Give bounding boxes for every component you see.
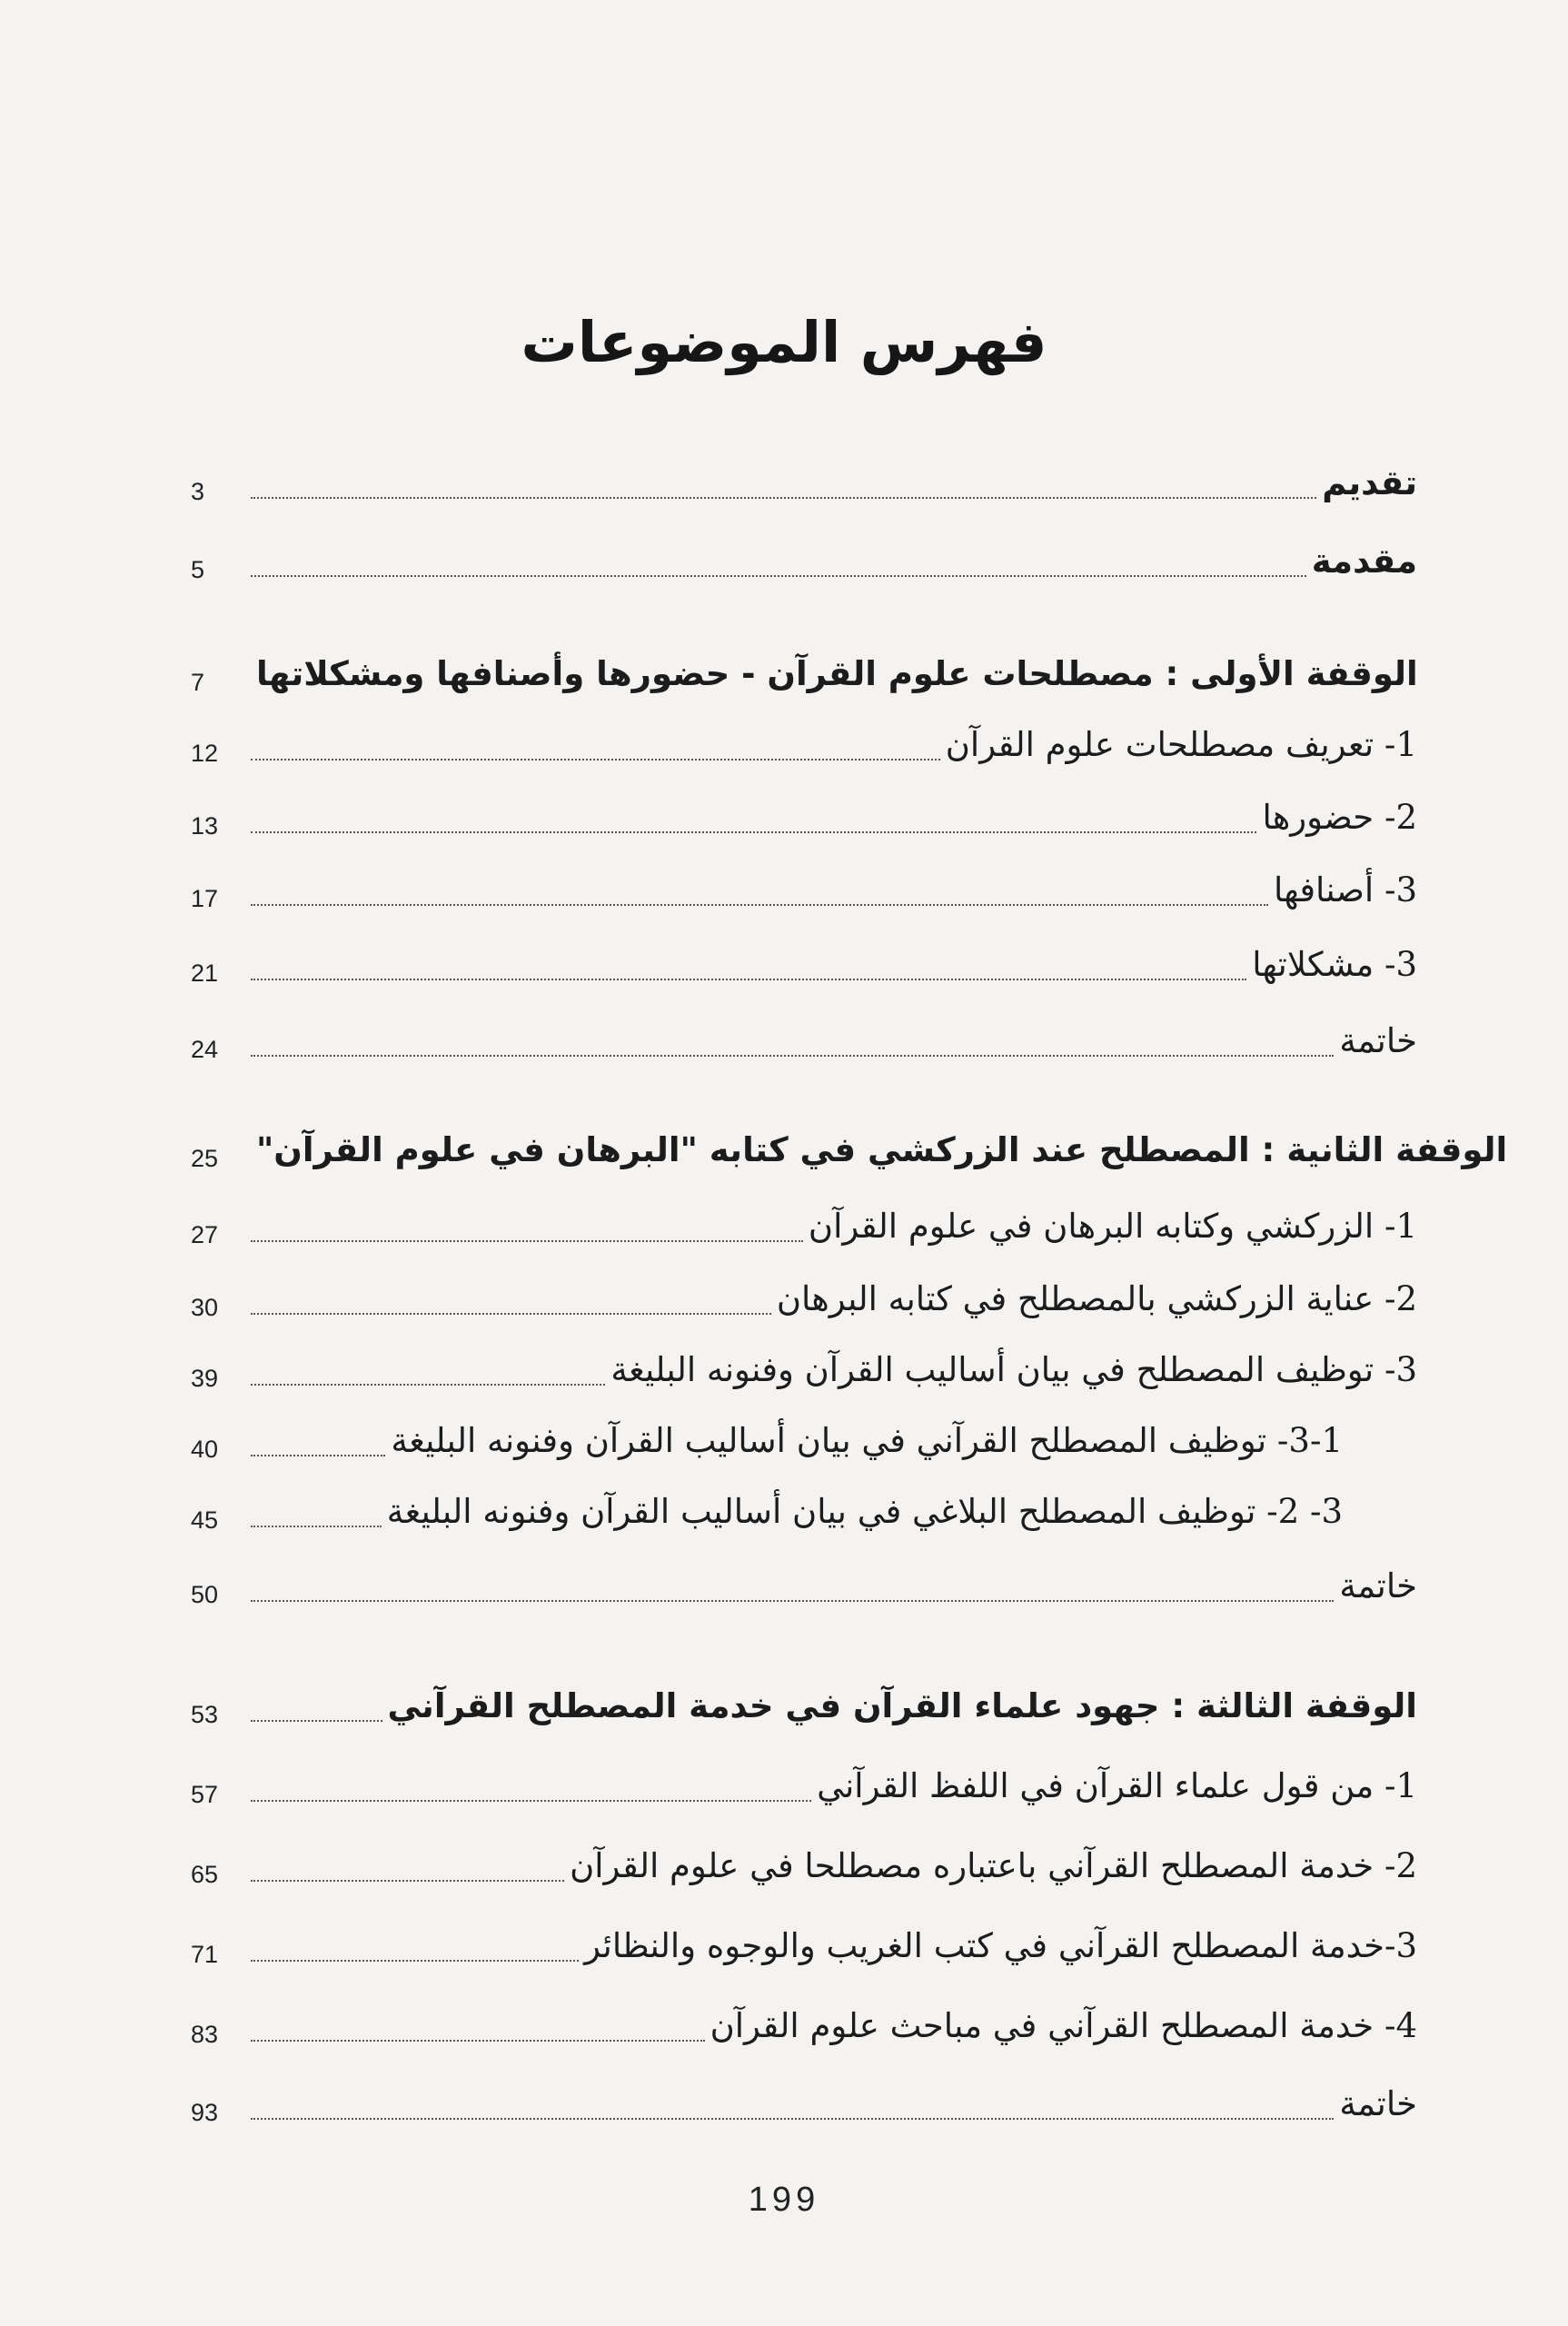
entry-title: خاتمة: [1339, 2084, 1417, 2123]
page-number: 25: [191, 1145, 219, 1172]
entry-title: 3- مشكلاتها: [1252, 945, 1417, 984]
entry-title: 3-خدمة المصطلح القرآني في كتب الغريب والوجوه والنظائر: [584, 1926, 1417, 1965]
dot-leader: [251, 1240, 803, 1242]
dot-leader: [251, 1720, 382, 1722]
page-number: 27: [191, 1221, 219, 1248]
page-number: 83: [191, 2021, 219, 2048]
page-number: 3: [191, 478, 205, 505]
toc-entry: [191, 709, 1417, 767]
dot-leader: [251, 575, 1306, 577]
toc-entry: [191, 1830, 1417, 1888]
page-number: 12: [191, 740, 219, 767]
toc-entry: [191, 854, 1417, 912]
dot-leader: [251, 979, 1246, 980]
dot-leader: [251, 1055, 1334, 1057]
page-number: 40: [191, 1436, 219, 1463]
dot-leader: [251, 1880, 564, 1882]
toc-entry: [191, 1405, 1417, 1463]
toc-entry: [191, 447, 1417, 505]
dot-leader: [251, 1313, 771, 1315]
page-number: 57: [191, 1781, 219, 1808]
page-number: 93: [191, 2099, 219, 2126]
entry-title: الوقفة الأولى : مصطلحات علوم القرآن - حضورها وأصنافها ومشكلاتها: [256, 654, 1418, 693]
dot-leader: [251, 2040, 705, 2042]
entry-title: خاتمة: [1339, 1021, 1417, 1060]
page-number: 39: [191, 1365, 219, 1392]
page-number: 7: [191, 669, 205, 696]
toc-entry: [191, 1190, 1417, 1248]
entry-title: خاتمة: [1339, 1566, 1417, 1605]
page-number: 50: [191, 1581, 219, 1608]
entry-title: 3- توظيف المصطلح في بيان أساليب القرآن وفنونه البليغة: [610, 1350, 1417, 1389]
toc-entry: [191, 1005, 1417, 1063]
toc-entry: [191, 1114, 1508, 1172]
page-title: فهرس الموضوعات: [521, 309, 1047, 375]
dot-leader: [251, 1960, 579, 1962]
entry-title: 3- أصنافها: [1274, 870, 1417, 910]
dot-leader: [251, 1526, 382, 1527]
page-number: 30: [191, 1294, 219, 1321]
page-number: 13: [191, 812, 219, 840]
entry-title: تقديم: [1322, 463, 1417, 502]
page-number: 21: [191, 959, 219, 987]
entry-title: 2- عناية الزركشي بالمصطلح في كتابه البرهان: [776, 1279, 1417, 1318]
dot-leader: [251, 1800, 811, 1802]
toc-entry: [191, 781, 1417, 840]
dot-leader: [251, 497, 1316, 499]
entry-title: 1- من قول علماء القرآن في اللفظ القرآني: [817, 1766, 1417, 1805]
toc-entry: [191, 1990, 1417, 2048]
entry-title: الوقفة الثالثة : جهود علماء القرآن في خدمة المصطلح القرآني: [387, 1686, 1417, 1725]
dot-leader: [251, 831, 1256, 833]
entry-title: الوقفة الثانية : المصطلح عند الزركشي في كتابه "البرهان في علوم القرآن": [256, 1130, 1508, 1169]
toc-entry: [191, 1670, 1417, 1728]
page-number: 17: [191, 885, 219, 912]
toc-entry: [191, 1550, 1417, 1608]
toc-entry: [191, 929, 1417, 987]
entry-title: 2- حضورها: [1262, 798, 1417, 837]
toc-entry: [191, 638, 1417, 696]
entry-title: مقدمة: [1311, 542, 1417, 581]
entry-title: 1- تعريف مصطلحات علوم القرآن: [945, 725, 1417, 764]
toc-entry: [191, 1476, 1417, 1534]
toc-entry: [191, 2068, 1417, 2126]
entry-title: 3- 2- توظيف المصطلح البلاغي في بيان أساليب القرآن وفنونه البليغة: [386, 1492, 1343, 1531]
dot-leader: [251, 1455, 385, 1456]
page-number: 71: [191, 1941, 219, 1968]
toc-entry: [191, 1910, 1417, 1968]
toc-entry: [191, 1263, 1417, 1321]
page-folio: 199: [748, 2181, 820, 2219]
toc-entry: [191, 525, 1417, 583]
page-number: 65: [191, 1861, 219, 1888]
page-number: 45: [191, 1506, 219, 1534]
entry-title: 2- خدمة المصطلح القرآني باعتباره مصطلحا في علوم القرآن: [570, 1846, 1417, 1885]
dot-leader: [251, 1384, 605, 1386]
toc-entry: [191, 1334, 1417, 1392]
entry-title: 3-1- توظيف المصطلح القرآني في بيان أساليب القرآن وفنونه البليغة: [391, 1421, 1343, 1460]
dot-leader: [251, 759, 940, 760]
page-number: 53: [191, 1701, 219, 1728]
entry-title: 1- الزركشي وكتابه البرهان في علوم القرآن: [808, 1207, 1417, 1246]
entry-title: 4- خدمة المصطلح القرآني في مباحث علوم القرآن: [710, 2006, 1417, 2045]
dot-leader: [251, 1600, 1334, 1602]
page-number: 24: [191, 1036, 219, 1063]
page-number: 5: [191, 556, 205, 583]
toc-entry: [191, 1750, 1417, 1808]
dot-leader: [251, 2118, 1334, 2120]
dot-leader: [251, 904, 1268, 906]
